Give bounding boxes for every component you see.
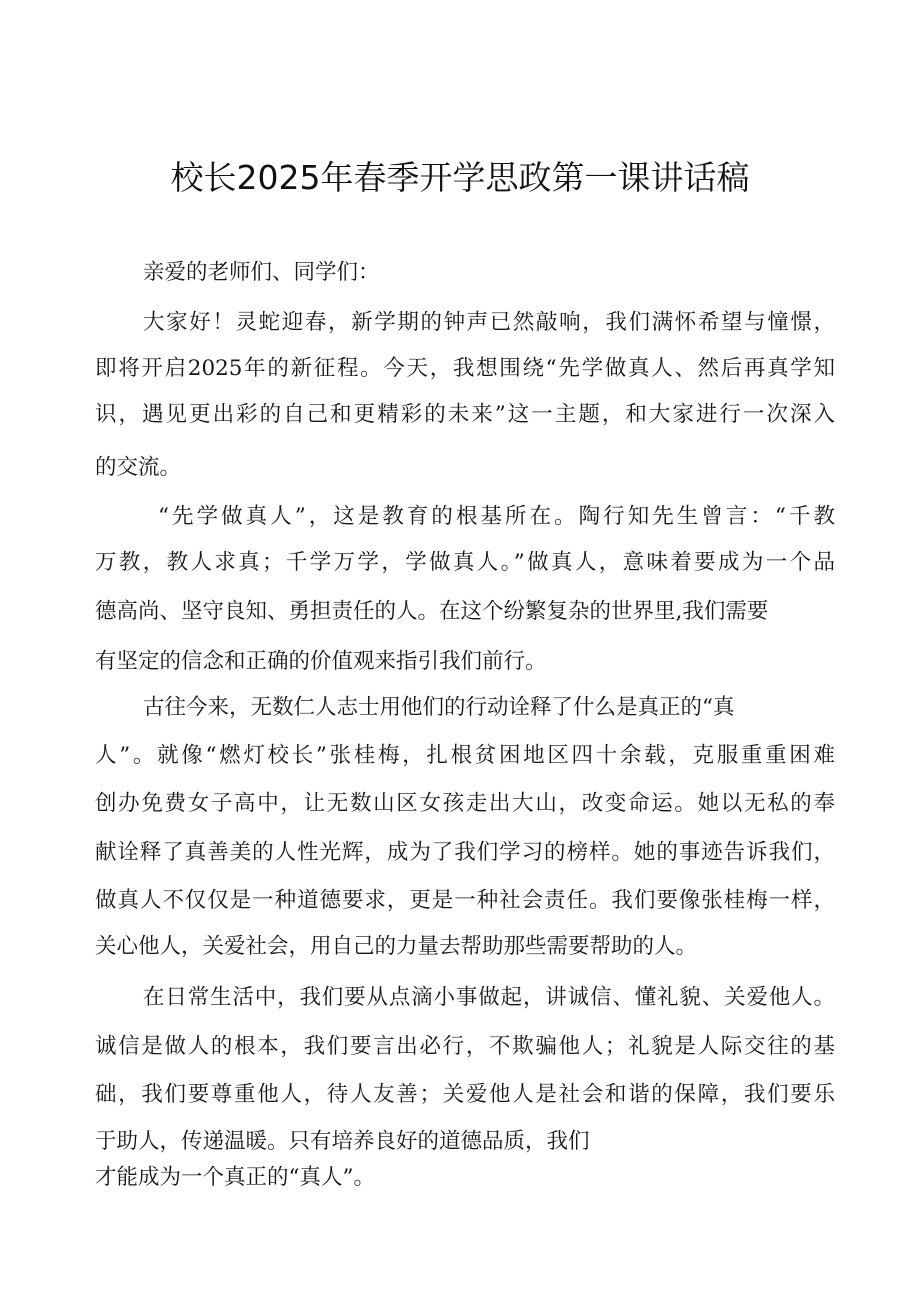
paragraph-3-line-6: 关心他人，关爱社会，用自己的力量去帮助那些需要帮助的人。 [95,934,698,959]
paragraph-1-line-2: 即将开启2025年的新征程。今天，我想围绕“先学做真人、然后再真学知 [95,356,835,381]
paragraph-1-line-1: 大家好！灵蛇迎春，新学期的钟声已然敲响，我们满怀希望与憧憬， [143,310,835,335]
paragraph-2-line-2: 万教，教人求真；千学万学，学做真人。”做真人，意味着要成为一个品 [95,550,835,575]
paragraph-4-line-5: 才能成为一个真正的“真人”。 [95,1165,375,1190]
paragraph-2-line-4: 有坚定的信念和正确的价值观来指引我们前行。 [95,649,547,674]
document-title: 校长2025年春季开学思政第一课讲话稿 [170,158,750,197]
paragraph-3-line-5: 做真人不仅仅是一种道德要求，更是一种社会责任。我们要像张桂梅一样， [95,888,835,913]
paragraph-3-line-4: 献诠释了真善美的人性光辉，成为了我们学习的榜样。她的事迹告诉我们， [95,840,835,865]
paragraph-3-line-2: 人”。就像“燃灯校长”张桂梅，扎根贫困地区四十余载，克服重重困难 [95,743,835,768]
paragraph-4-line-1: 在日常生活中，我们要从点滴小事做起，讲诚信、懂礼貌、关爱他人。 [143,985,835,1010]
paragraph-3-line-1: 古往今来，无数仁人志士用他们的行动诠释了什么是真正的“真 [143,695,735,720]
paragraph-3-line-3: 创办免费女子高中，让无数山区女孩走出大山，改变命运。她以无私的奉 [95,791,835,816]
paragraph-4-line-3: 础，我们要尊重他人，待人友善；关爱他人是社会和谐的保障，我们要乐 [95,1082,835,1107]
paragraph-4-line-4: 于助人，传递温暖。只有培养良好的道德品质，我们 [95,1129,590,1154]
paragraph-1-line-4: 的交流。 [95,455,182,480]
paragraph-4-line-2: 诚信是做人的根本，我们要言出必行，不欺骗他人；礼貌是人际交往的基 [95,1034,835,1059]
paragraph-1-line-3: 识，遇见更出彩的自己和更精彩的未来”这一主题，和大家进行一次深入 [95,402,835,427]
paragraph-2-line-1: “先学做真人”，这是教育的根基所在。陶行知先生曾言：“千教 [158,504,835,529]
paragraph-2-line-3: 德高尚、坚守良知、勇担责任的人。在这个纷繁复杂的世界里,我们需要 [95,599,769,624]
greeting: 亲爱的老师们、同学们： [143,260,380,285]
